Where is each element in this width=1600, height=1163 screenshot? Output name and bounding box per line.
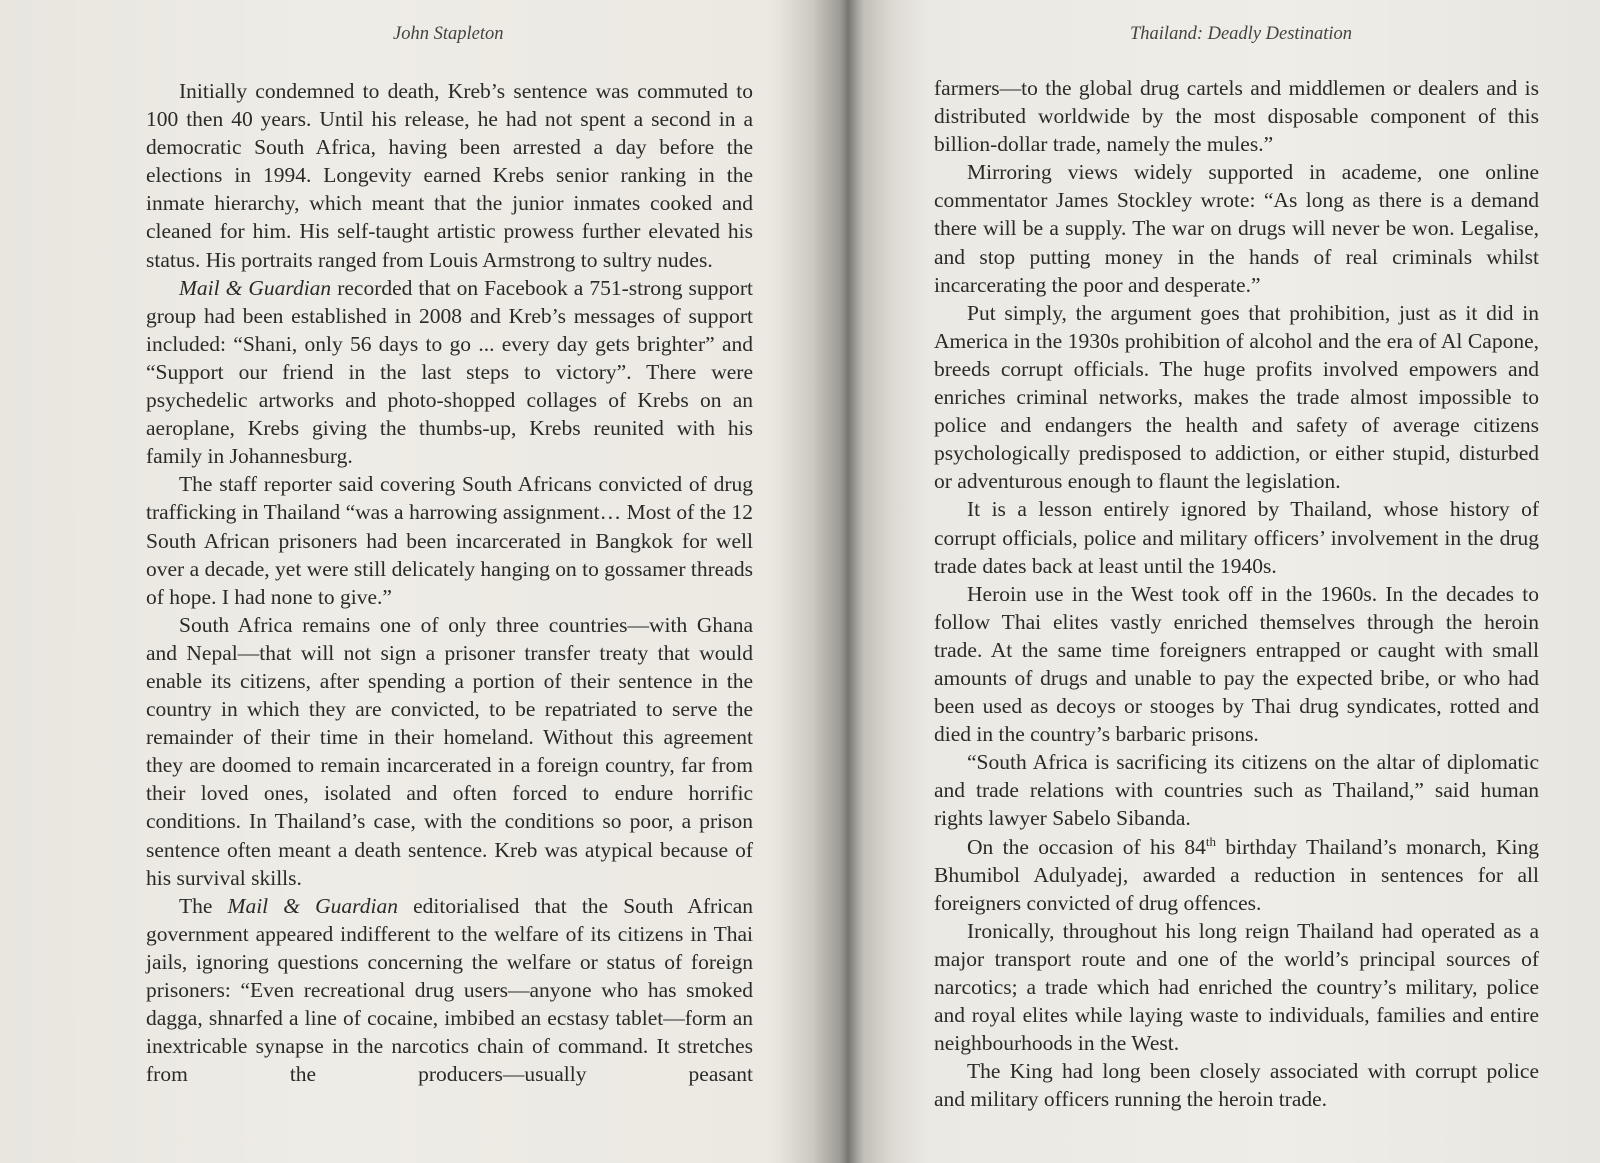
paragraph-text: birthday Thailand’s monarch, King Bhumibol Adulyadej, awarded a reduction in sentences for all foreigners convicted of drug offences. — [934, 834, 1539, 915]
paragraph-text: On the occasion of his 84 — [967, 834, 1206, 859]
paragraph-text: The King had long been closely associated with corrupt police and military officers running the heroin trade. — [934, 1059, 1539, 1112]
right-running-head: Thailand: Deadly Destination — [1130, 24, 1352, 44]
paragraph-text: South Africa remains one of only three countries—with Ghana and Nepal—that will not sign a prisoner transfer treaty that would enable its citizens, after spending a portion of their sentence in the country in which they are convicted, to be repatriated to serve the remainder of their time in their homeland. Without this agreement they are doomed to remain incarcerated in a foreign country, far from their loved ones, isolated and often forced to endure horrific conditions. In Thailand’s case, with the conditions so poor, a prison sentence often meant a death sentence. Kreb was atypical because of his survival skills. — [146, 612, 753, 890]
paragraph — [934, 833, 1539, 917]
paragraph-text: The — [179, 893, 228, 918]
paragraph — [934, 1057, 1539, 1113]
paragraph — [146, 892, 753, 1089]
left-running-head: John Stapleton — [393, 24, 504, 44]
publication-title: Mail & Guardian — [179, 275, 332, 300]
paragraph — [146, 611, 753, 892]
left-page-body — [146, 77, 753, 1088]
right-page-body — [934, 74, 1539, 1113]
paragraph — [934, 748, 1539, 832]
ordinal-suffix: th — [1205, 833, 1217, 849]
paragraph — [934, 580, 1539, 749]
paragraph-text: “South Africa is sacrificing its citizens on the altar of diplomatic and trade relations with countries such as Thailand,” said human rights lawyer Sabelo Sibanda. — [934, 750, 1539, 831]
paragraph — [146, 77, 753, 274]
paragraph — [934, 158, 1539, 298]
paragraph-continuation — [934, 74, 1539, 158]
paragraph — [934, 299, 1539, 496]
paragraph-text: recorded that on Facebook a 751-strong support group had been established in 2008 and Kreb’s messages of support included: “Shani, only 56 days to go ... every day gets brighter” and “Support our friend in the last steps to victory”. There were psychedelic artworks and photo-shopped collages of Krebs on an aeroplane, Krebs giving the thumbs-up, Krebs reunited with his family in Johannesburg. — [146, 275, 753, 469]
right-page — [840, 0, 1600, 1163]
paragraph — [934, 917, 1539, 1057]
publication-title: Mail & Guardian — [227, 893, 398, 918]
paragraph-text: The staff reporter said covering South Africans convicted of drug trafficking in Thailand “was a harrowing assignment… Most of the 12 South African prisoners had been incarcerated in Bangkok for well over a decade, yet were still delicately hanging on to gossamer threads of hope. I had none to give.” — [146, 472, 753, 609]
paragraph-text: Ironically, throughout his long reign Thailand had operated as a major transport route and one of the world’s principal sources of narcotics; a trade which had enriched the country’s military, police and royal elites while laying waste to individuals, families and entire neighbourhoods in the West. — [934, 918, 1539, 1056]
paragraph-text: Put simply, the argument goes that prohibition, just as it did in America in the 1930s prohibition of alcohol and the era of Al Capone, breeds corrupt officials. The huge profits involved empowers and enriches criminal networks, makes the trade almost impossible to police and endangers the health and safety of average citizens psychologically predisposed to addiction, or either stupid, disturbed or adventurous enough to flaunt the legislation. — [934, 300, 1539, 494]
paragraph — [146, 274, 753, 471]
paragraph — [934, 495, 1539, 579]
paragraph — [146, 470, 753, 610]
paragraph-text: Heroin use in the West took off in the 1960s. In the decades to follow Thai elites vastly enriched themselves through the heroin trade. At the same time foreigners entrapped or caught with small amounts of drugs and unable to pay the expected bribe, or who had been used as decoys or stooges by Thai drug syndicates, rotted and died in the country’s barbaric prisons. — [934, 581, 1539, 747]
paragraph-text: farmers—to the global drug cartels and middlemen or dealers and is distributed worldwide by the most disposable component of this billion-dollar trade, namely the mules.” — [934, 76, 1539, 157]
paragraph-text: It is a lesson entirely ignored by Thailand, whose history of corrupt officials, police and military officers’ involvement in the drug trade dates back at least until the 1940s. — [934, 497, 1539, 578]
paragraph-text: editorialised that the South African government appeared indifferent to the welfare of its citizens in Thai jails, ignoring questions concerning the welfare or status of foreign prisoners: “Even recreational drug users—anyone who has smoked dagga, shnarfed a line of cocaine, imbibed an ecstasy tablet—form an inextricable synapse in the narcotics chain of command. It stretches from the producers—usually peasant — [146, 893, 753, 1087]
paragraph-text: Mirroring views widely supported in academe, one online commentator James Stockley wrote: “As long as there is a demand there will be a supply. The war on drugs will never be won. Legalise, and stop putting money in the hands of real criminals whilst incarcerating the poor and desperate.” — [934, 160, 1539, 297]
paragraph-text: Initially condemned to death, Kreb’s sentence was commuted to 100 then 40 years. Until his release, he had not spent a second in a democratic South Africa, having been arrested a day before the elections in 1994. Longevity earned Krebs senior ranking in the inmate hierarchy, which meant that the junior inmates cooked and cleaned for him. His self-taught artistic prowess further elevated his status. His portraits ranged from Louis Armstrong to sultry nudes. — [146, 79, 753, 272]
